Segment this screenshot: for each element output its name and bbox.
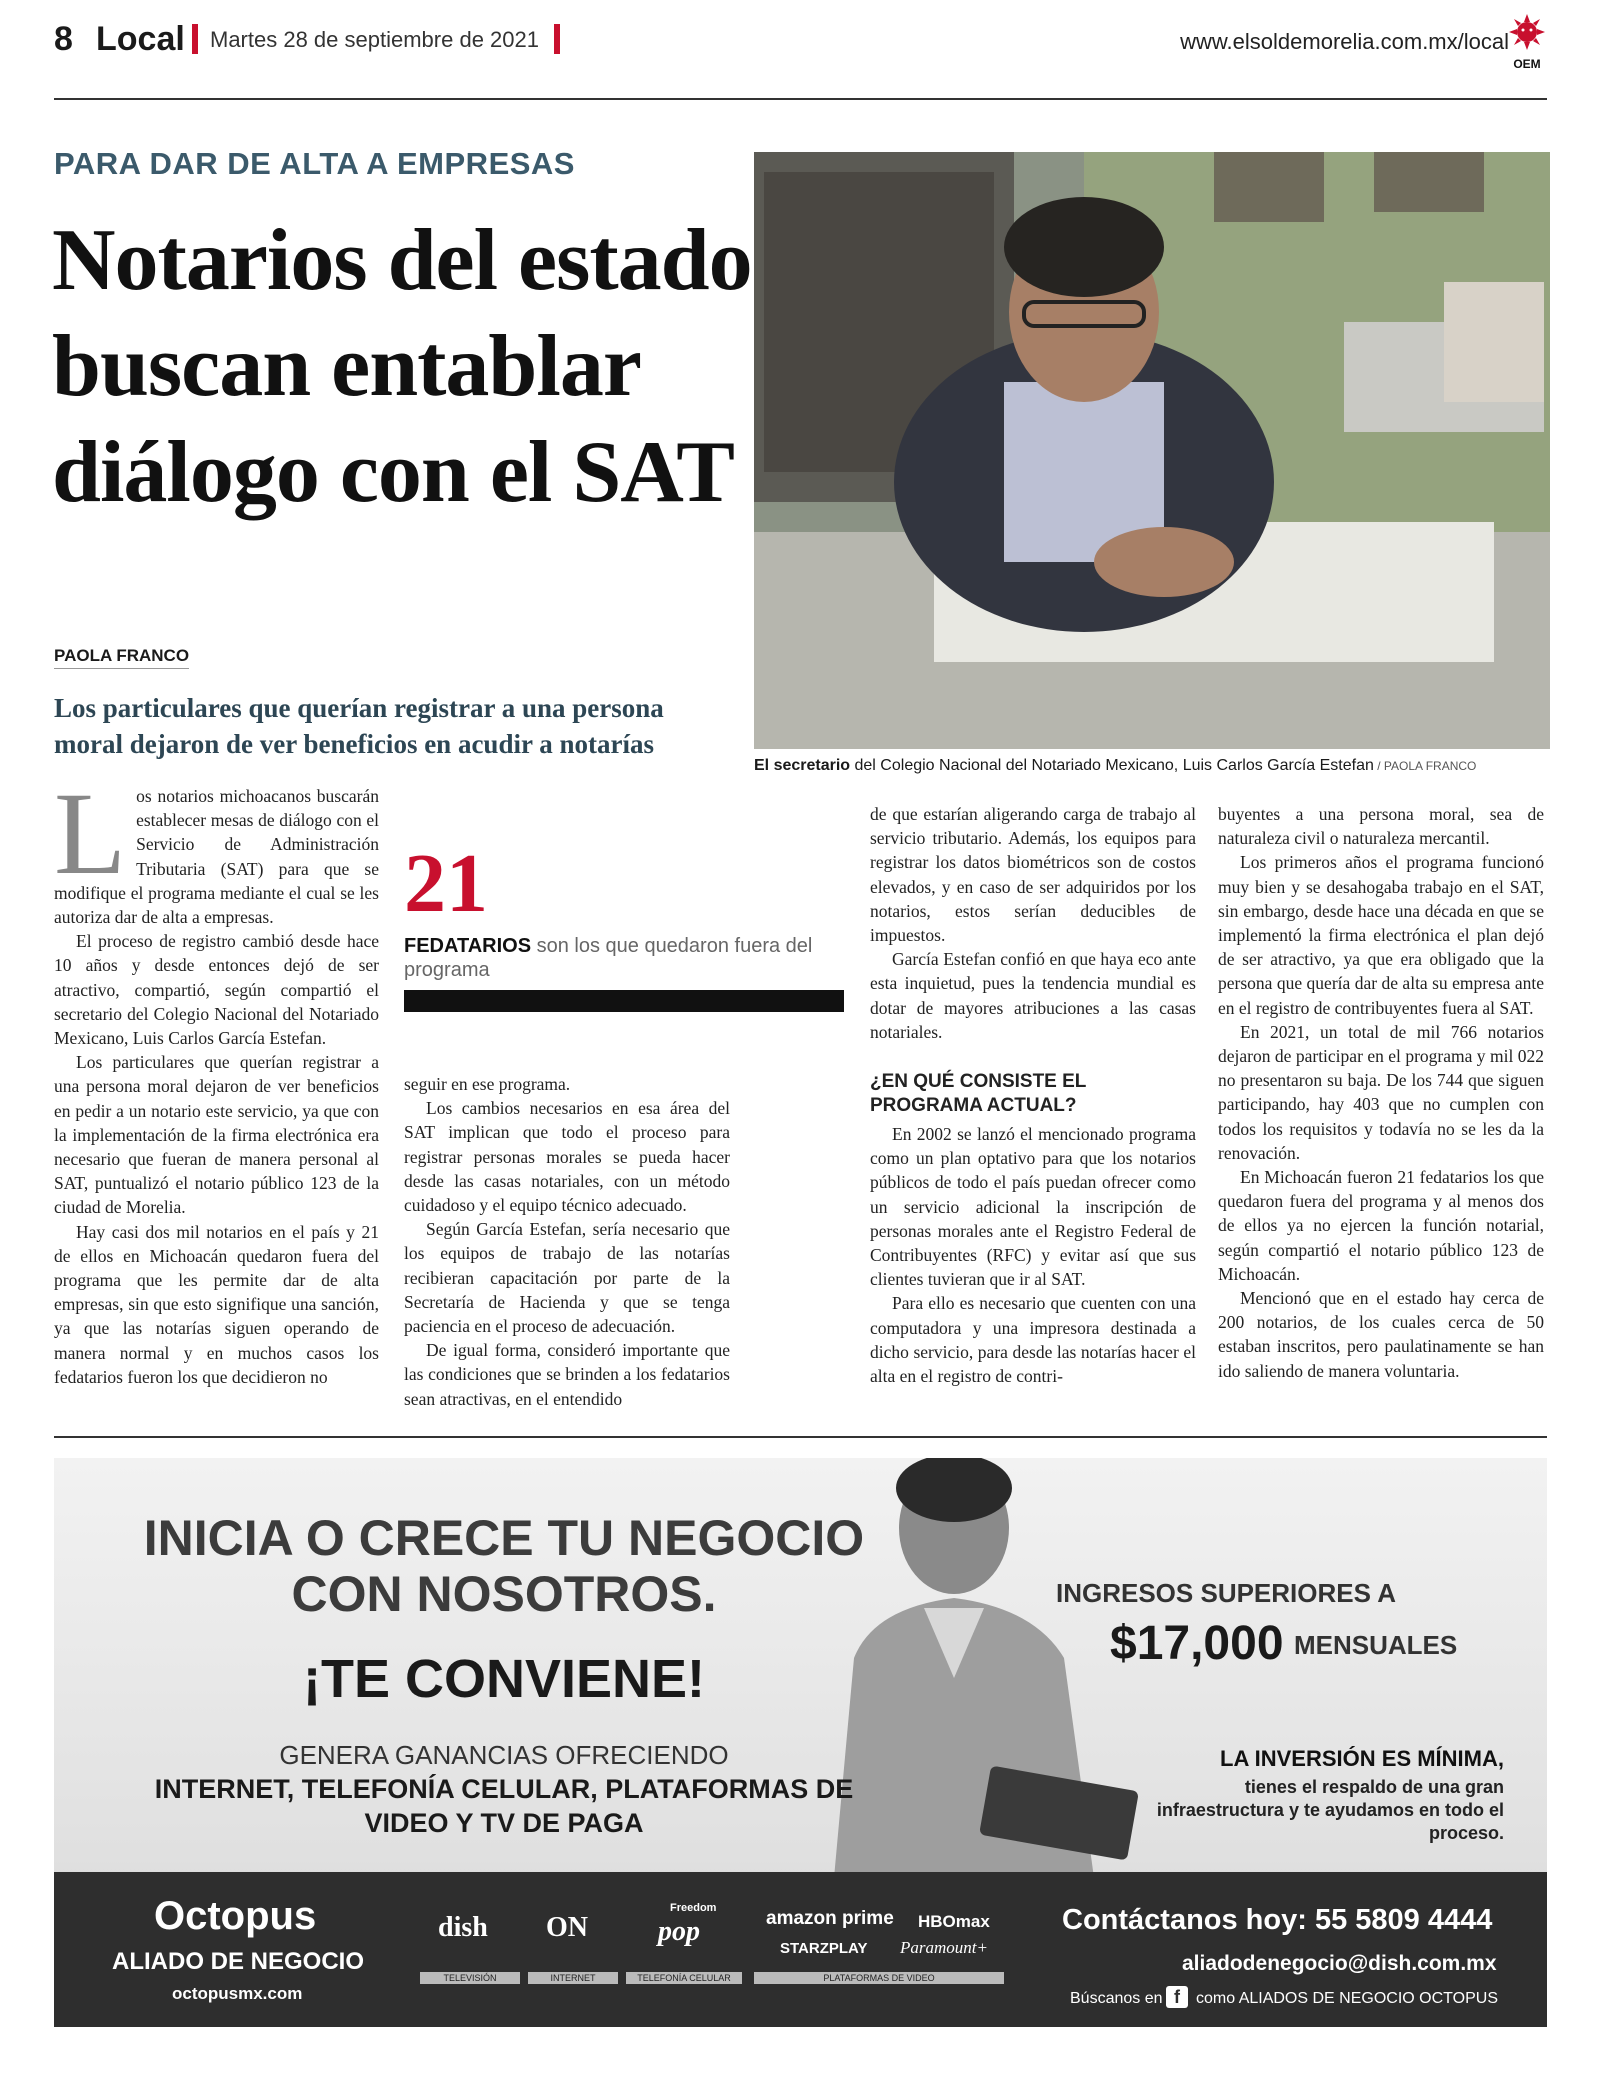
stat-description: son los que quedaron fuera del programa xyxy=(404,935,813,981)
headline: Notarios del estado buscan entablar diálogo con el SAT xyxy=(52,212,752,521)
caption-bold: El secretario xyxy=(754,757,851,774)
section-name: Local xyxy=(96,20,185,58)
ad-genera: GENERA GANANCIAS OFRECIENDO xyxy=(279,1740,729,1770)
paragraph: Hay casi dos mil notarios en el país y 21 de ellos en Michoacán quedaron fuera del programa que les permite dar de alta empresas, sin que esto signifique una sanción, ya que las notarías siguen operando de manera normal y en muchos casos los fedatarios fueron los que decidieron no xyxy=(54,1221,379,1387)
caption-text: del Colegio Nacional del Notariado Mexicano, Luis Carlos García Estefan xyxy=(850,757,1374,774)
contact-phone[interactable]: Contáctanos hoy: 55 5809 4444 xyxy=(1062,1904,1493,1936)
stat-label: FEDATARIOS xyxy=(404,935,532,957)
stat-text xyxy=(404,934,824,982)
kicker: PARA DAR DE ALTA A EMPRESAS xyxy=(54,146,575,181)
ad-conviene: ¡TE CONVIENE! xyxy=(302,1649,706,1709)
header-rule xyxy=(54,98,1547,100)
stat-bar xyxy=(404,990,844,1012)
body-column-2 xyxy=(404,1072,730,1411)
subheading: ¿EN QUÉ CONSISTE EL PROGRAMA ACTUAL? xyxy=(870,1071,1087,1117)
paragraph: Mencionó que en el estado hay cerca de 200 notarios, de los cuales cerca de 50 estaban inscritos, pero paulatinamente se han ido saliendo de manera voluntaria. xyxy=(1218,1288,1544,1381)
paragraph: García Estefan confió en que haya eco ante esta inquietud, pues la tendencia mundial es dotar de mayores atribuciones a las casas notariales. xyxy=(870,949,1196,1042)
byline: PAOLA FRANCO xyxy=(54,646,189,669)
paragraph: En 2021, un total de mil 766 notarios dejaron de participar en el programa y mil 022 no presentaron su baja. De los 744 que siguen participando, hay 403 que no cumplen con todos los requisitos y todavía no se les da la renovación. xyxy=(1218,1021,1544,1163)
ad-footer xyxy=(54,1872,1547,2027)
article-photo xyxy=(754,152,1550,749)
on-logo: ON xyxy=(546,1912,588,1943)
label-celular: TELEFONÍA CELULAR xyxy=(626,1972,742,1984)
dropcap: L xyxy=(54,768,127,899)
octopus-logo: Octopus xyxy=(154,1894,317,1938)
paragraph: os notarios michoacanos buscarán establecer mesas de diálogo con el Servicio de Administración Tributaria (SAT) para que se modifique el programa mediante el cual se les autoriza dar de alta a empresas. xyxy=(54,786,379,928)
hbomax-logo: HBOmax xyxy=(918,1912,990,1931)
freedom-label: Freedom xyxy=(670,1902,717,1914)
paragraph: En 2002 se lanzó el mencionado programa como un plan optativo para que los notarios públicos de todo el país puedan ofrecer como un servicio adicional la inscripción de personas morales ante el Registro Federal de Contribuyentes (RFC) y evitar así que sus clientes tuvieran que ir al SAT. xyxy=(870,1124,1196,1290)
body-column-1 xyxy=(54,768,379,1389)
ad-amount: $17,000 xyxy=(1110,1617,1284,1670)
section-url[interactable]: www.elsoldemorelia.com.mx/local xyxy=(1180,29,1509,54)
paragraph: de que estarían aligerando carga de trabajo al servicio tributario. Además, los equipos para registrar los datos biométricos son de costos elevados, y en caso de ser adquiridos por los notarios, estos serían deducibles de impuestos. xyxy=(870,804,1196,946)
ad-respaldo: tienes el respaldo de una gran infraestructura y te ayudamos en todo el proceso. xyxy=(1156,1777,1504,1843)
ad-rule xyxy=(54,1436,1547,1438)
stat-number: 21 xyxy=(404,837,488,930)
paragraph: buyentes a una persona moral, sea de naturaleza civil o naturaleza mercantil. xyxy=(1218,804,1544,849)
paragraph: Para ello es necesario que cuenten con una computadora y una impresora destinada a dicho servicio, para desde las notarías hacer el alta en el registro de contri- xyxy=(870,1293,1196,1387)
paragraph: Los cambios necesarios en esa área del SAT implican que todo el proceso para registrar personas morales se pueda hacer desde las casas notariales, con un método cuidadoso y el equipo técnico adecuado. xyxy=(404,1098,730,1216)
paragraph: Según García Estefan, sería necesario que los equipos de trabajo de las notarías recibieran capacitación por parte de la Secretaría de Hacienda y que se tenga paciencia en el proceso de adecuación. xyxy=(404,1219,730,1337)
body-column-3 xyxy=(870,802,1196,1388)
sun-logo-icon xyxy=(1507,12,1547,72)
social-suffix: como ALIADOS DE NEGOCIO OCTOPUS xyxy=(1196,1990,1498,2007)
label-video: PLATAFORMAS DE VIDEO xyxy=(754,1972,1004,1984)
facebook-icon[interactable]: f xyxy=(1166,1986,1188,2008)
paragraph: De igual forma, consideró importante que las condiciones que se brinden a los fedatarios sean atractivas, en el entendido xyxy=(404,1340,730,1409)
paragraph: Los particulares que querían registrar a una persona moral dejaron de ver beneficios en pedir a un notario este servicio, ya que con la implementación de la firma electrónica era necesario que fueran de manera personal al SAT, puntualizó el notario público 123 de la ciudad de Morelia. xyxy=(54,1052,379,1218)
photo-caption xyxy=(754,757,1554,775)
paragraph: Los primeros años el programa funcionó muy bien y se desahogaba trabajo en el SAT, sin embargo, desde hace una década en que se implementó la firma electrónica el plan dejó de ser atractivo, ya que era obligado que la persona que quería dar de alta su empresa ante en el registro de contribuyentes fuera al SAT. xyxy=(1218,852,1544,1018)
ad-mensuales: MENSUALES xyxy=(1294,1630,1458,1660)
starzplay-logo: STARZPLAY xyxy=(780,1940,868,1957)
octopus-url[interactable]: octopusmx.com xyxy=(172,1984,303,2003)
pop-logo: pop xyxy=(658,1916,700,1947)
contact-email[interactable]: aliadodenegocio@dish.com.mx xyxy=(1182,1952,1497,1975)
paragraph: El proceso de registro cambió desde hace 10 años y desde entonces dejó de ser atractivo, compartió, según compartió el secretario del Colegio Nacional del Notariado Mexicano, Luis Carlos García Estefan. xyxy=(54,931,379,1049)
social-prefix: Búscanos en xyxy=(1070,1990,1163,2007)
page-number: 8 xyxy=(54,20,73,58)
paragraph: seguir en ese programa. xyxy=(404,1074,571,1094)
label-internet: INTERNET xyxy=(528,1972,618,1984)
ad-ingresos: INGRESOS SUPERIORES A xyxy=(1056,1578,1396,1608)
issue-date: Martes 28 de septiembre de 2021 xyxy=(210,27,539,52)
octopus-tagline: ALIADO DE NEGOCIO xyxy=(112,1948,365,1975)
ad-headline: INICIA O CRECE TU NEGOCIO CON NOSOTROS. xyxy=(143,1510,865,1622)
divider xyxy=(554,24,560,54)
deck: Los particulares que querían registrar a una persona moral dejaron de ver beneficios en acudir a notarías xyxy=(54,693,664,759)
amazon-prime-logo: amazon prime xyxy=(766,1908,894,1929)
advertisement[interactable] xyxy=(54,1458,1547,2027)
body-column-4 xyxy=(1218,802,1544,1383)
ad-inversion: LA INVERSIÓN ES MÍNIMA, xyxy=(1220,1746,1504,1771)
divider xyxy=(192,24,198,54)
label-television: TELEVISIÓN xyxy=(420,1972,520,1984)
ad-services: INTERNET, TELEFONÍA CELULAR, PLATAFORMAS DE VIDEO Y TV DE PAGA xyxy=(154,1774,854,1838)
paramount-logo: Paramount+ xyxy=(900,1938,988,1957)
caption-credit: / PAOLA FRANCO xyxy=(1373,759,1477,773)
dish-logo: dish xyxy=(438,1912,488,1943)
paragraph: En Michoacán fueron 21 fedatarios los que quedaron fuera del programa y al menos dos de ellos ya no ejercen la función notarial, según compartió el notario público 123 de Michoacán. xyxy=(1218,1167,1544,1284)
logo-text: OEM xyxy=(1513,57,1541,71)
